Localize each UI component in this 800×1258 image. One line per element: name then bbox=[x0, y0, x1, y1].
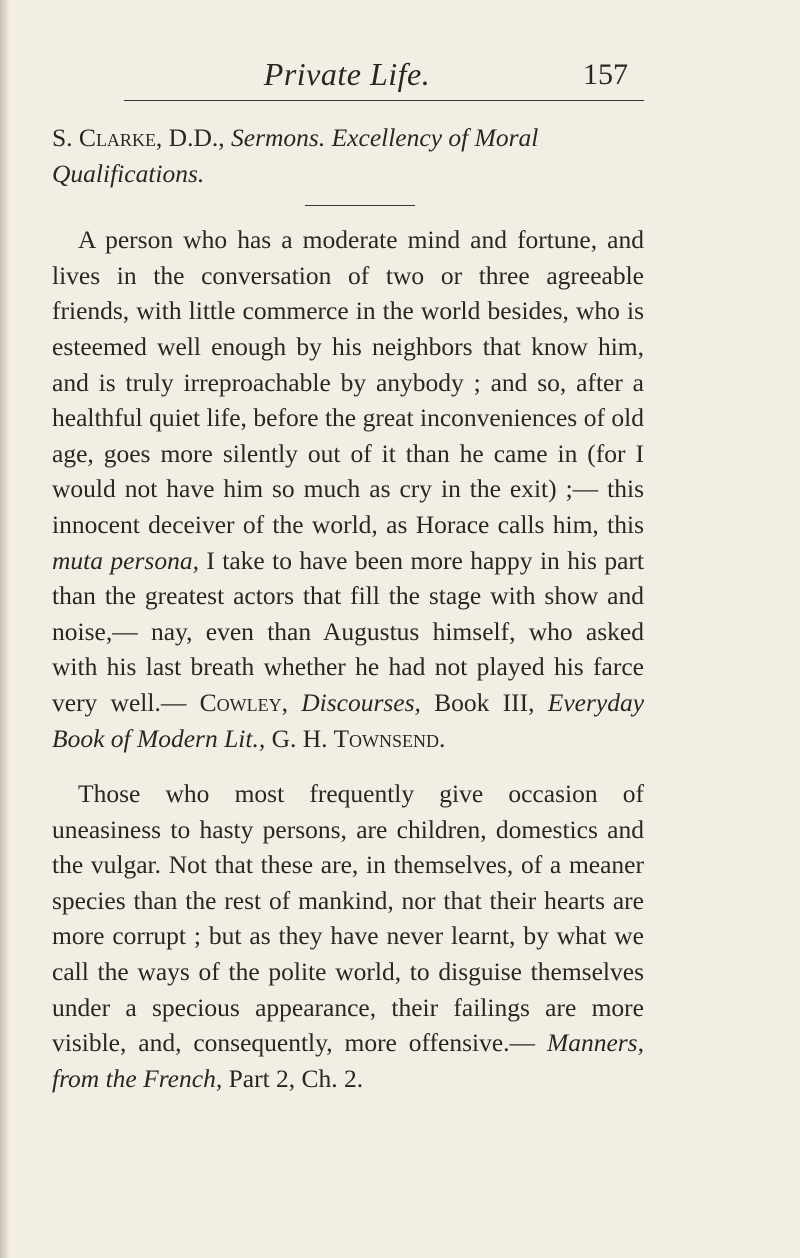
quotation-text: A person who has a moderate mind and fortune, and lives in the conversation of two or three agreeable friends, with little commerce in the world besides, who is esteemed well enough by his neighbors that know him, and is truly irreproachable by anybody ; and so, after a healthful quiet life, before the great inconveniences of old age, goes more silently out of it than he came in (for I would not have him so much as cry in the exit) ;— this innocent deceiver of the world, as Horace calls him, this bbox=[52, 225, 644, 539]
book-reference: Book III, bbox=[434, 687, 535, 717]
attribution-clarke bbox=[52, 120, 644, 191]
running-title: Private Life. bbox=[263, 56, 431, 92]
page-body bbox=[52, 120, 644, 1096]
quotation-text: Those who most frequently give occasion of uneasiness to hasty persons, are children, domestics and the vulgar. Not that these are, in themselves, of a meaner species than the rest of mankind, nor that their hearts are more corrupt ; but as they have never learnt, by what we call the ways of the polite world, to disguise themselves under a specious appearance, their failings are more visible, and, consequently, more offensive.— bbox=[52, 779, 644, 1058]
sermon-subject: Excellency of Moral Qualifications. bbox=[52, 123, 539, 188]
latin-phrase: muta persona, bbox=[52, 545, 199, 575]
header-rule bbox=[124, 100, 644, 101]
source-title: Manners, from the French, bbox=[52, 1028, 644, 1093]
quotation-text-continued: I take to have been more happy in his part than the greatest actors that fill the stage with show and noise,— nay, even than Augustus himself, who asked with his last breath whether he had not played his farce very well.— bbox=[52, 545, 644, 717]
source-title: Everyday Book of Modern Lit., bbox=[52, 687, 645, 753]
author-name: Cowley, bbox=[199, 687, 288, 717]
author-name: S. Clarke, D.D., bbox=[52, 123, 225, 152]
page-number: 157 bbox=[583, 58, 628, 91]
work-title: Sermons. bbox=[231, 123, 326, 152]
work-title: Discourses, bbox=[301, 687, 421, 717]
page-binding-shadow bbox=[0, 0, 10, 1258]
source-location: Part 2, Ch. 2. bbox=[228, 1063, 364, 1093]
section-divider bbox=[305, 205, 415, 206]
page-header bbox=[0, 56, 800, 100]
quotation-cowley bbox=[52, 222, 644, 756]
quotation-manners bbox=[52, 776, 644, 1096]
paragraph-gap bbox=[52, 756, 644, 776]
editor-name: G. H. Townsend. bbox=[271, 723, 446, 753]
